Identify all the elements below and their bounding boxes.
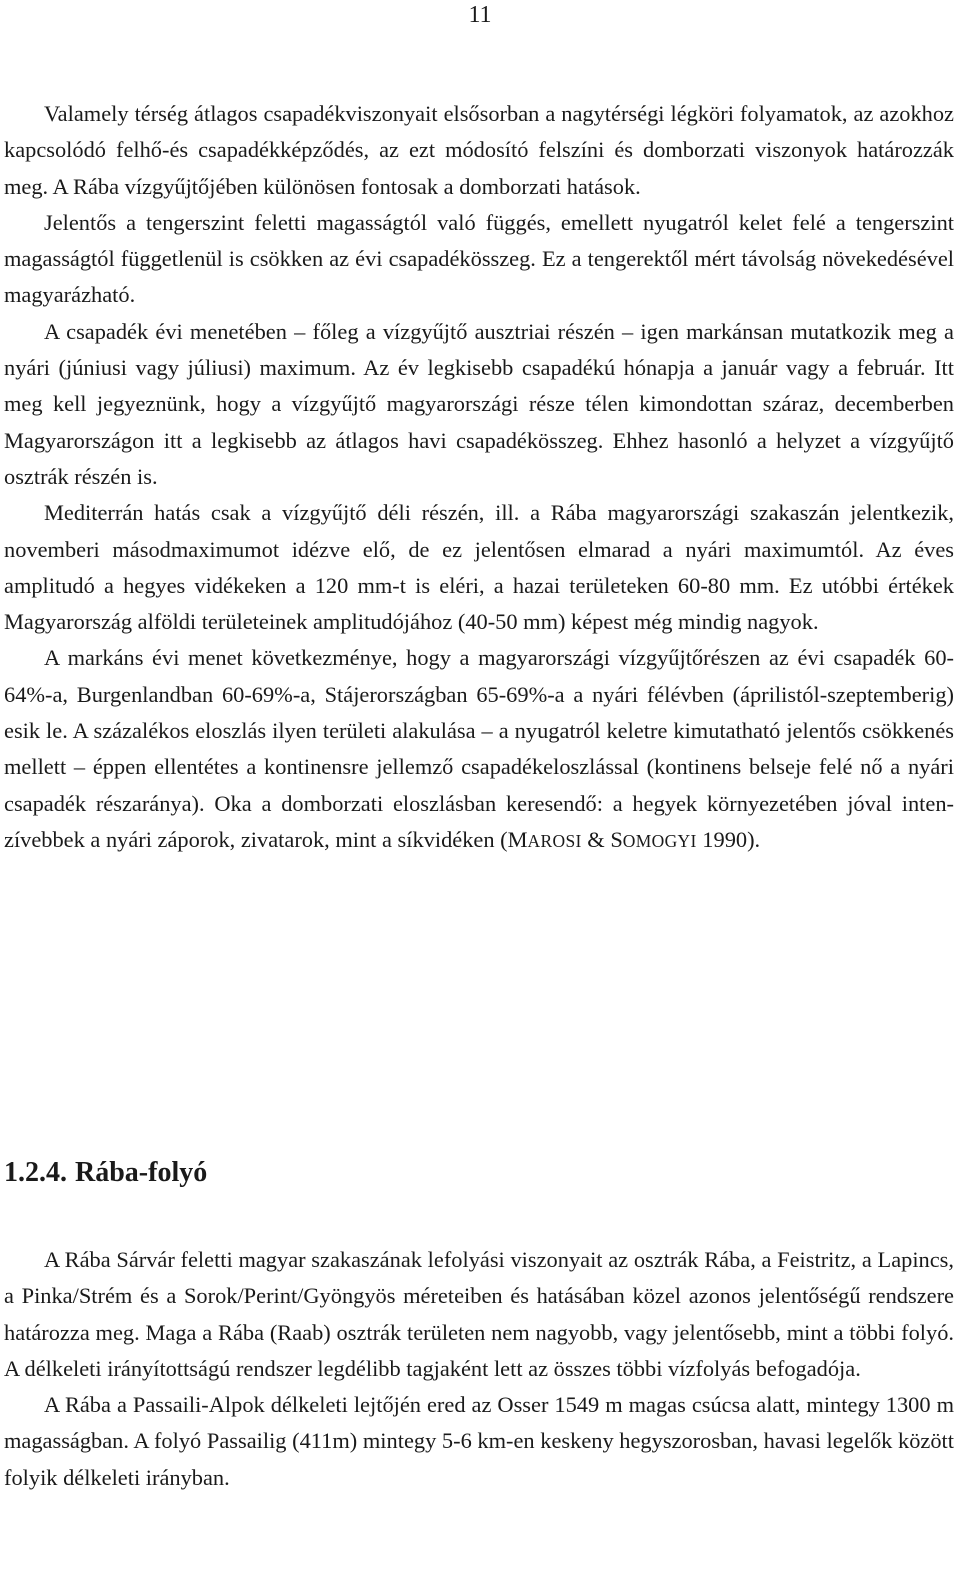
body-text-upper [4,96,954,859]
paragraph-mediterranean-effect: Mediterrán hatás csak a vízgyűjtő déli részén, ill. a Rába magyarországi szakaszán jelentkezik, novemberi másodmaximumot idézve elő, de ez jelentősen elmarad a nyári maximumtól. Az éves amplitudó a hegyes vidékeken a 120 mm-t is eléri, a hazai területeken 60-80 mm. Ez utóbbi értékek Magyarország alföldi területeinek amplitudójához (40-50 mm) képest még mindig nagyok. [4,500,954,635]
paragraph-summer-share [4,640,954,859]
body-text-lower [4,1242,954,1496]
paragraph-elevation-dependence: Jelentős a tengerszint feletti magasságtól való függés, emellett nyugatról kelet felé a tengerszint magasságtól függetlenül is csökken az évi csapadékösszeg. Ez a tengerektől mért távolság növekedésével magyarázható. [4,209,954,308]
section-title: Rába-folyó [75,1157,208,1188]
summer-share-text: A markáns évi menet következménye, hogy a magyarországi vízgyűjtőrészen az évi csapadék 60-64%-a, Burgenlandban 60-69%-a, Stájerországban 65-69%-a a nyári félévben (áprilistól-szeptemberig) esik le. A százalékos eloszlás ilyen területi alakulása – a nyugatról keletre kimutatható jelentős csökkenés mellett – éppen ellentétes a kontinensre jellemző csapadékeloszlással (kontinens belseje felé nő a nyári csapadék részaránya). Oka a domborzati eloszlásban keresendő: a hegyek környezetében jóval intenzívebbek a nyári záporok, zivatarok, mint a síkvidéken ( [4,645,954,852]
paragraph-raba-source: A Rába a Passaili-Alpok délkeleti lejtőjén ered az Osser 1549 m magas csúcsa alatt, mintegy 1300 m magasságban. A folyó Passailig (411m) mintegy 5-6 km-en keskeny hegyszorosban, havasi legelők között folyik délkeleti irányban. [4,1392,954,1490]
section-number: 1.2.4. [4,1157,67,1188]
paragraph-precipitation-intro: Valamely térség átlagos csapadékviszonyait elsősorban a nagytérségi légköri folyamatok, az azokhoz kapcsolódó felhő-és csapadékképződés, az ezt módosító felszíni és domborzati viszonyok határozzák meg. A Rába vízgyűjtőjében különösen fontosak a domborzati hatások. [4,101,954,199]
page-number: 11 [468,2,492,28]
paragraph-raba-system: A Rába Sárvár feletti magyar szakaszának lefolyási viszonyait az osztrák Rába, a Feistritz, a Lapincs, a Pinka/Strém és a Sorok/Perint/Gyöngyös méreteiben és hatásában közel azonos jelentőségű rendszere határozza meg. Maga a Rába (Raab) osztrák területen nem nagyobb, vagy jelentősebb, mint a többi folyó. A délkeleti irányítottságú rendszer legdélibb tagjaként lett az összes többi vízfolyás befogadója. [4,1247,954,1381]
citation: MAROSI & SOMOGYI 1990). [507,826,761,852]
section-heading [4,1153,207,1193]
paragraph-annual-regime: A csapadék évi menetében – főleg a vízgyűjtő ausztriai részén – igen markánsan mutatkozik meg a nyári (júniusi vagy júliusi) maximum. Az év legkisebb csapadékú hónapja a január vagy a február. Itt meg kell jegyeznünk, hogy a vízgyűjtő magyarországi része télen kimondottan száraz, decemberben Magyarországon itt a legkisebb az átlagos havi csapadékösszeg. Ehhez hasonló a helyzet a vízgyűjtő osztrák részén is. [4,318,954,489]
